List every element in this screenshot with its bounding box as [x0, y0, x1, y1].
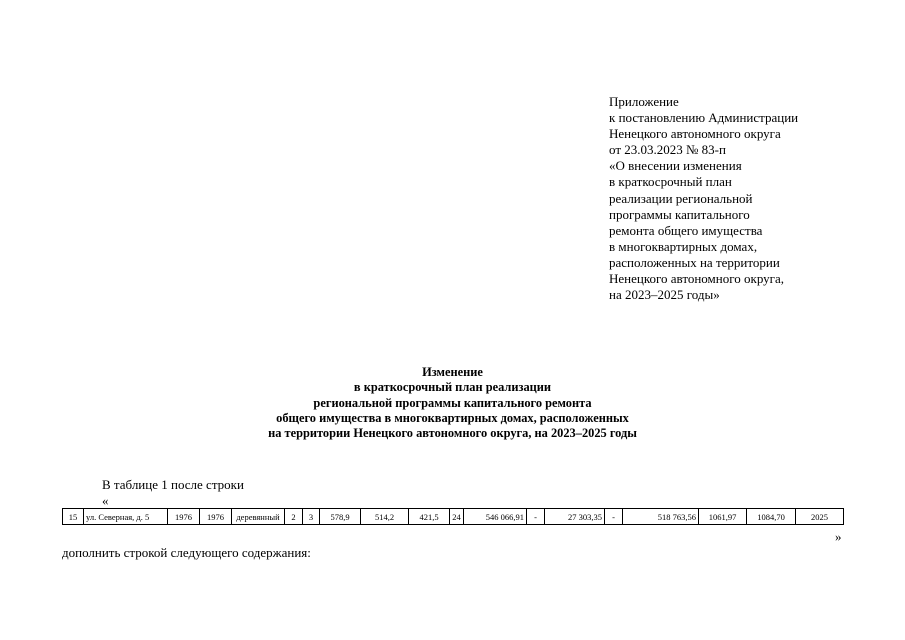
cell-total-area: 578,9	[320, 509, 361, 525]
cell-year-commissioned: 1976	[200, 509, 232, 525]
title-line: Изменение	[422, 365, 483, 379]
appendix-line: Ненецкого автономного округа	[609, 126, 781, 142]
appendix-line: расположенных на территории	[609, 254, 780, 270]
table-row-excerpt	[62, 508, 844, 525]
appendix-line: Приложение	[609, 94, 679, 109]
appendix-line: «О внесении изменения	[609, 158, 742, 174]
cell-regional-funds: 27 303,35	[545, 509, 605, 525]
cell-owner-funds: 518 763,56	[623, 509, 699, 525]
title-line: региональной программы капитального ремонта	[313, 395, 592, 410]
appendix-line: в многоквартирных домах,	[609, 238, 758, 254]
cell-residents: 24	[450, 509, 464, 525]
title-line: общего имущества в многоквартирных домах, расположенных	[276, 410, 629, 425]
appendix-line: в краткосрочный план	[609, 174, 732, 190]
cell-unit-cost: 1061,97	[699, 509, 747, 525]
after-text: дополнить строкой следующего содержания:	[62, 545, 311, 560]
appendix-line: Ненецкого автономного округа,	[609, 271, 784, 287]
cell-completion-year: 2025	[796, 509, 844, 525]
intro-text: В таблице 1 после строки	[102, 477, 244, 492]
appendix-line: реализации региональной	[609, 190, 753, 206]
cell-number: 15	[63, 509, 84, 525]
appendix-line: на 2023–2025 годы»	[609, 287, 720, 303]
cell-residential-area: 421,5	[409, 509, 450, 525]
appendix-line: от 23.03.2023 № 83-п	[609, 142, 726, 158]
document-title	[150, 365, 755, 441]
cell-federal-funds: -	[527, 509, 545, 525]
appendix-line: программы капитального	[609, 206, 750, 222]
cell-total-cost: 546 066,91	[464, 509, 527, 525]
cell-year-built: 1976	[168, 509, 200, 525]
cell-local-funds: -	[605, 509, 623, 525]
cell-wall-material: деревянный	[232, 509, 285, 525]
cell-floors: 2	[285, 509, 303, 525]
appendix-line: ремонта общего имущества	[609, 222, 763, 238]
appendix-line: к постановлению Администрации	[609, 110, 799, 126]
appendix-block	[609, 94, 869, 303]
title-line: на территории Ненецкого автономного округа, на 2023–2025 годы	[268, 426, 637, 441]
cell-premises-area: 514,2	[361, 509, 409, 525]
cell-address: ул. Северная, д. 5	[84, 509, 168, 525]
table-row	[63, 509, 844, 525]
opening-quote: «	[102, 493, 109, 508]
cell-entrances: 3	[303, 509, 320, 525]
title-line: в краткосрочный план реализации	[353, 380, 552, 395]
cell-max-unit-cost: 1084,70	[747, 509, 796, 525]
closing-quote: »	[835, 529, 842, 544]
